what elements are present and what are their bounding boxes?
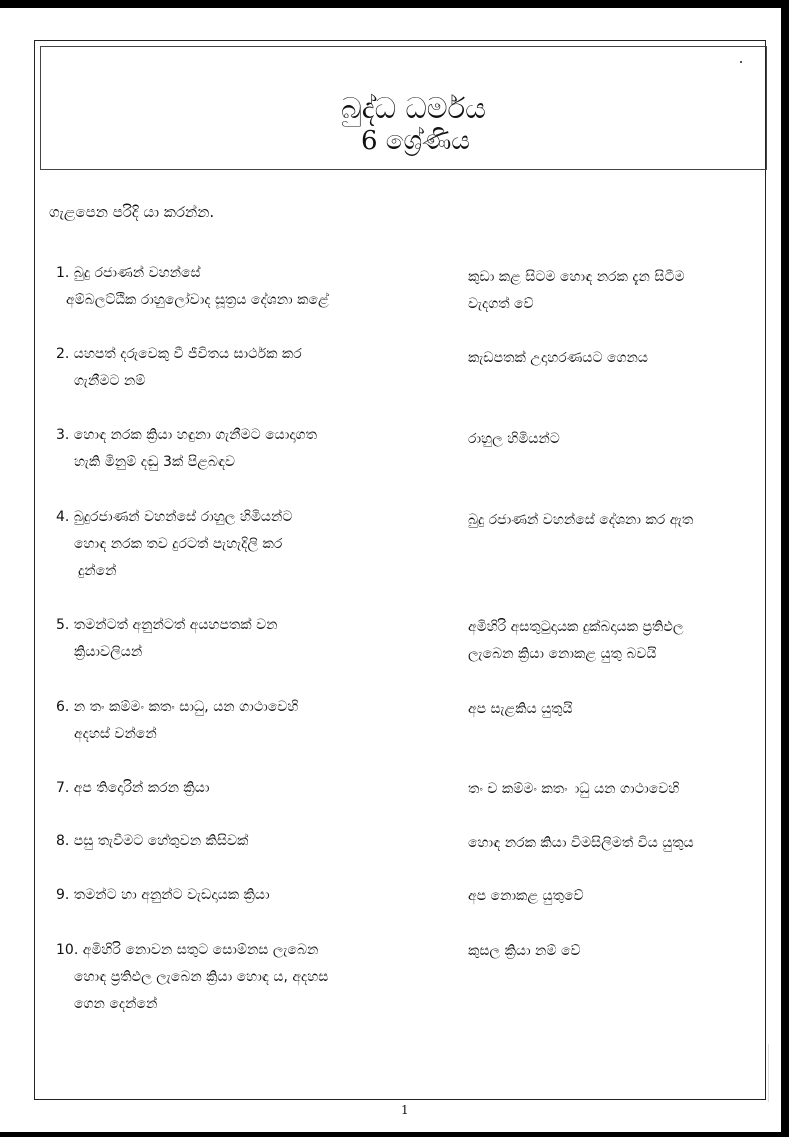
question-6: 6. න තං කම්මං කතං සාධු, යන ගාථාවෙහි අදහස් වන්නේ <box>56 699 299 742</box>
answer-5: අමිහිරි අසතුටුදායක දුක්බදායක ප්‍රතිඵල ලැබෙන ක්‍රියා නොකළ යුතු බවයි <box>468 619 684 662</box>
answer-4: බුදු රජාණන් වහන්සේ දේශනා කර ඇත <box>468 512 694 528</box>
question-10: 10. අමිහිරි නොවන සතුට සොම්නස ලැබෙන හොඳ ප්‍රතිඵල ලැබෙන ක්‍රියා හොඳ ය, අදහස ගෙන දෙන්නේ <box>56 942 329 1012</box>
answer-1: කුඩා කළ සිටම හොඳ නරක දැන සිටීම වැදගත් වේ <box>468 269 685 312</box>
question-5: 5. තමන්ටත් අනුන්ටත් අයහපතක් වන ක්‍රියාවලියන් <box>56 617 278 660</box>
answer-2: කැඩපතක් උදාහරණයට ගෙනය <box>468 350 648 366</box>
answer-3: රාහුල හිමියන්ට <box>468 431 560 447</box>
question-3: 3. හොඳ නරක ක්‍රියා හඳුනා ගැනීමට යොදාගත හැකි මිනුම් දඬු 3ක් පිළබඳව <box>56 427 317 470</box>
answer-9: අප නොකළ යුතුවේ <box>468 888 584 904</box>
question-1: 1. බුදු රජාණන් වහන්සේ අම්බලට්ඨික රාහුලෝවාද සූත්‍රය දේශනා කළේ <box>56 265 329 308</box>
question-4: 4. බුදුරජාණන් වහන්සේ රාහුල හිමියන්ට හොඳ නරක තව දුරටත් පැහැදිලි කර දුන්නේ <box>56 509 293 579</box>
scan-speck <box>740 61 742 63</box>
answer-6: අප සැළකිය යුතුයි <box>468 701 573 717</box>
answer-10: කුසල ක්‍රියා නම් වේ <box>468 943 581 959</box>
answer-7: තං ච කම්මං කතං ාධු යන ගාථාවෙහි <box>468 781 680 797</box>
scan-edge-artifact <box>768 1044 775 1102</box>
document-page <box>0 8 781 1132</box>
question-9: 9. තමන්ට හා අනුන්ට වැඩදායක ක්‍රියා <box>56 887 270 903</box>
question-7: 7. අප තිදොරින් කරන ක්‍රියා <box>56 780 210 796</box>
title-box <box>40 46 767 170</box>
answer-8: හොඳ නරක කියා විමසිලිමත් විය යුතුය <box>468 835 694 851</box>
document-title: බුද්ධ ධර්මය <box>341 91 487 125</box>
instruction-text: ගැළපෙන පරිදි යා කරන්න. <box>49 203 215 221</box>
page-number: 1 <box>401 1103 409 1117</box>
grade-label: 6 ශ්‍රේණිය <box>361 126 470 156</box>
question-2: 2. යහපත් දරුවෙකු වී ජීවිතය සාර්ථක කර ගැනීමට නම් <box>56 346 302 389</box>
question-8: 8. පසු තැවීමට හේතුවන කිසිවක් <box>56 833 249 849</box>
